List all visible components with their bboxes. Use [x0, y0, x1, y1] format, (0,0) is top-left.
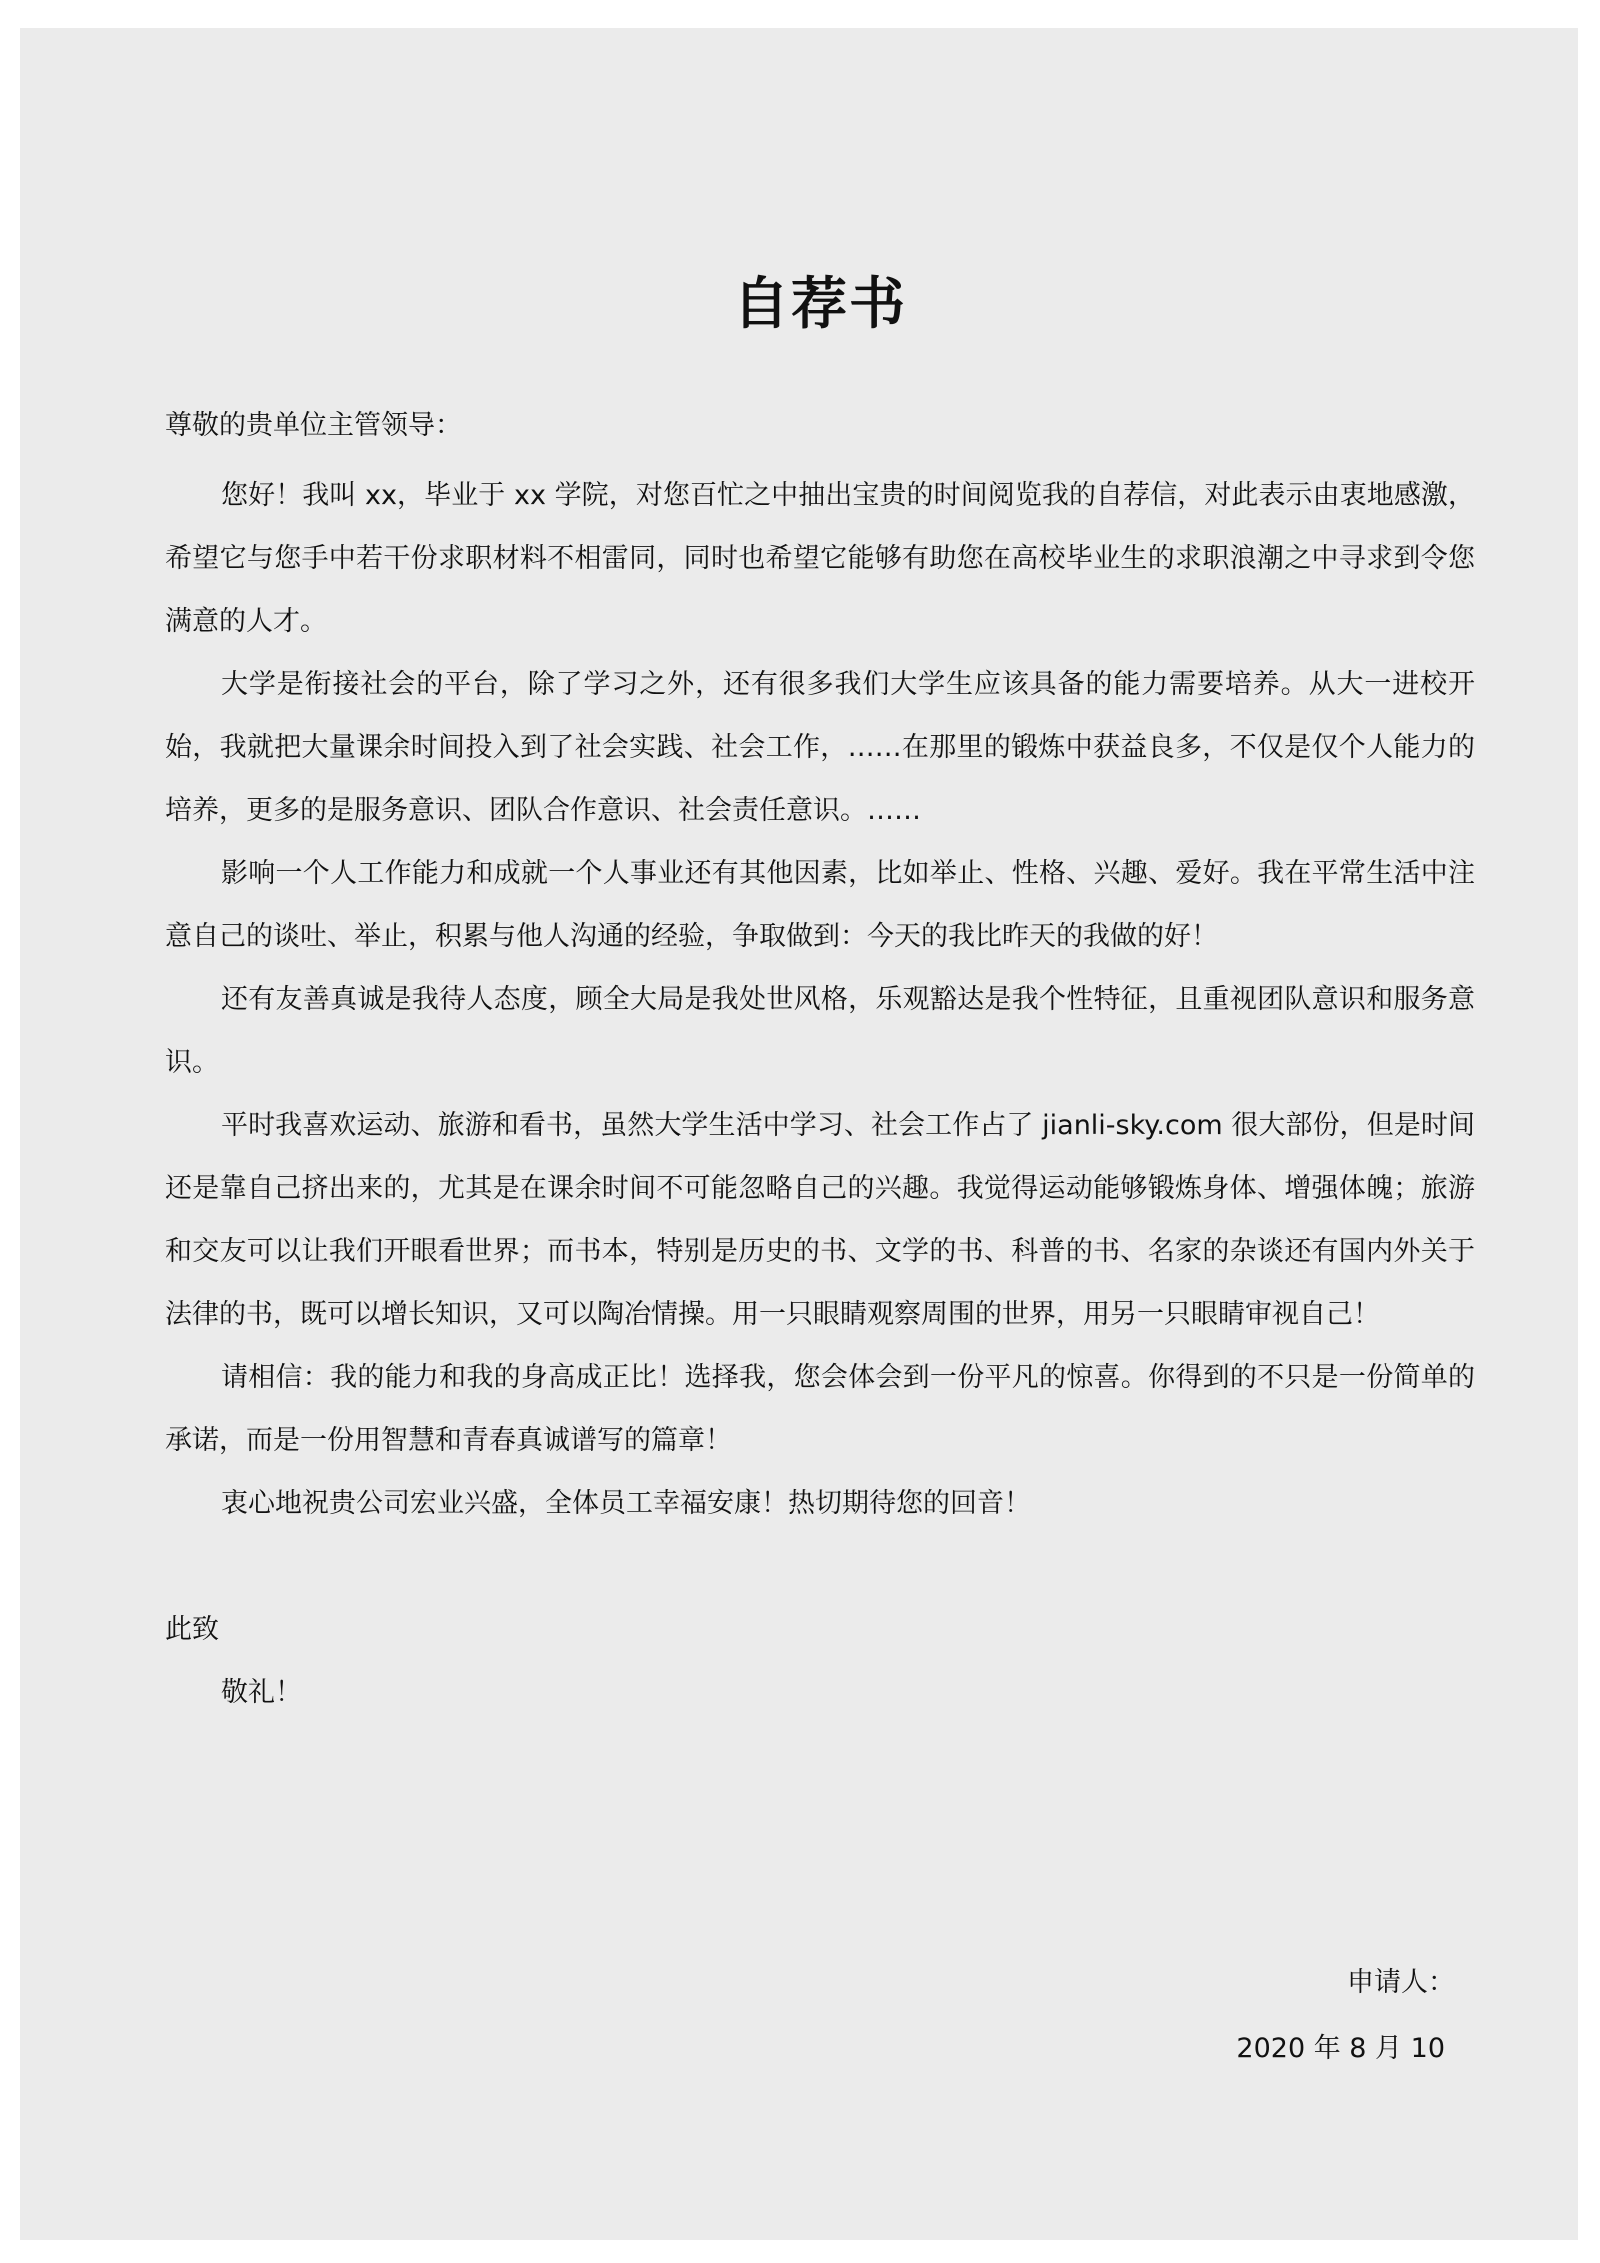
date: 2020 年 8 月 10 [1236, 2033, 1445, 2064]
letter-body [165, 464, 1475, 1535]
closing-line-1: 此致 [165, 1614, 219, 1645]
signature-block [1236, 1958, 1455, 2074]
paragraph-wishes: 衷心地祝贵公司宏业兴盛，全体员工幸福安康！热切期待您的回音！ [221, 1488, 1031, 1519]
paragraph-attitude: 还有友善真诚是我待人态度，顾全大局是我处世风格，乐观豁达是我个性特征，且重视团队意识和服务意识。 [165, 984, 1475, 1078]
paragraph-believe: 请相信：我的能力和我的身高成正比！选择我，您会体会到一份平凡的惊喜。你得到的不只是一份简单的承诺，而是一份用智慧和青春真诚谱写的篇章！ [165, 1362, 1475, 1456]
salutation: 尊敬的贵单位主管领导： [165, 410, 462, 441]
page-frame [20, 28, 1578, 2240]
paragraph-greeting: 您好！我叫 xx，毕业于 xx 学院，对您百忙之中抽出宝贵的时间阅览我的自荐信，对此表示由衷地感激，希望它与您手中若干份求职材料不相雷同，同时也希望它能够有助您在高校毕业生的求职浪潮之中寻求到令您满意的人才。 [165, 480, 1475, 637]
document-title: 自荐书 [733, 272, 907, 337]
paragraph-university: 大学是衔接社会的平台，除了学习之外，还有很多我们大学生应该具备的能力需要培养。从大一进校开始，我就把大量课余时间投入到了社会实践、社会工作，……在那里的锻炼中获益良多，不仅是仅个人能力的培养，更多的是服务意识、团队合作意识、社会责任意识。…… [165, 669, 1475, 826]
paragraph-personality: 影响一个人工作能力和成就一个人事业还有其他因素，比如举止、性格、兴趣、爱好。我在平常生活中注意自己的谈吐、举止，积累与他人沟通的经验，争取做到：今天的我比昨天的我做的好！ [165, 858, 1475, 952]
closing [165, 1598, 1475, 1724]
applicant-label: 申请人： [1347, 1967, 1455, 1998]
closing-line-2: 敬礼！ [221, 1677, 302, 1708]
paragraph-hobbies: 平时我喜欢运动、旅游和看书，虽然大学生活中学习、社会工作占了 jianli-sky.com 很大部份，但是时间还是靠自己挤出来的，尤其是在课余时间不可能忽略自己的兴趣。我觉得运动能够锻炼身体、增强体魄；旅游和交友可以让我们开眼看世界；而书本，特别是历史的书、文学的书、科普的书、名家的杂谈还有国内外关于法律的书，既可以增长知识，又可以陶冶情操。用一只眼睛观察周围的世界，用另一只眼睛审视自己！ [165, 1110, 1475, 1330]
